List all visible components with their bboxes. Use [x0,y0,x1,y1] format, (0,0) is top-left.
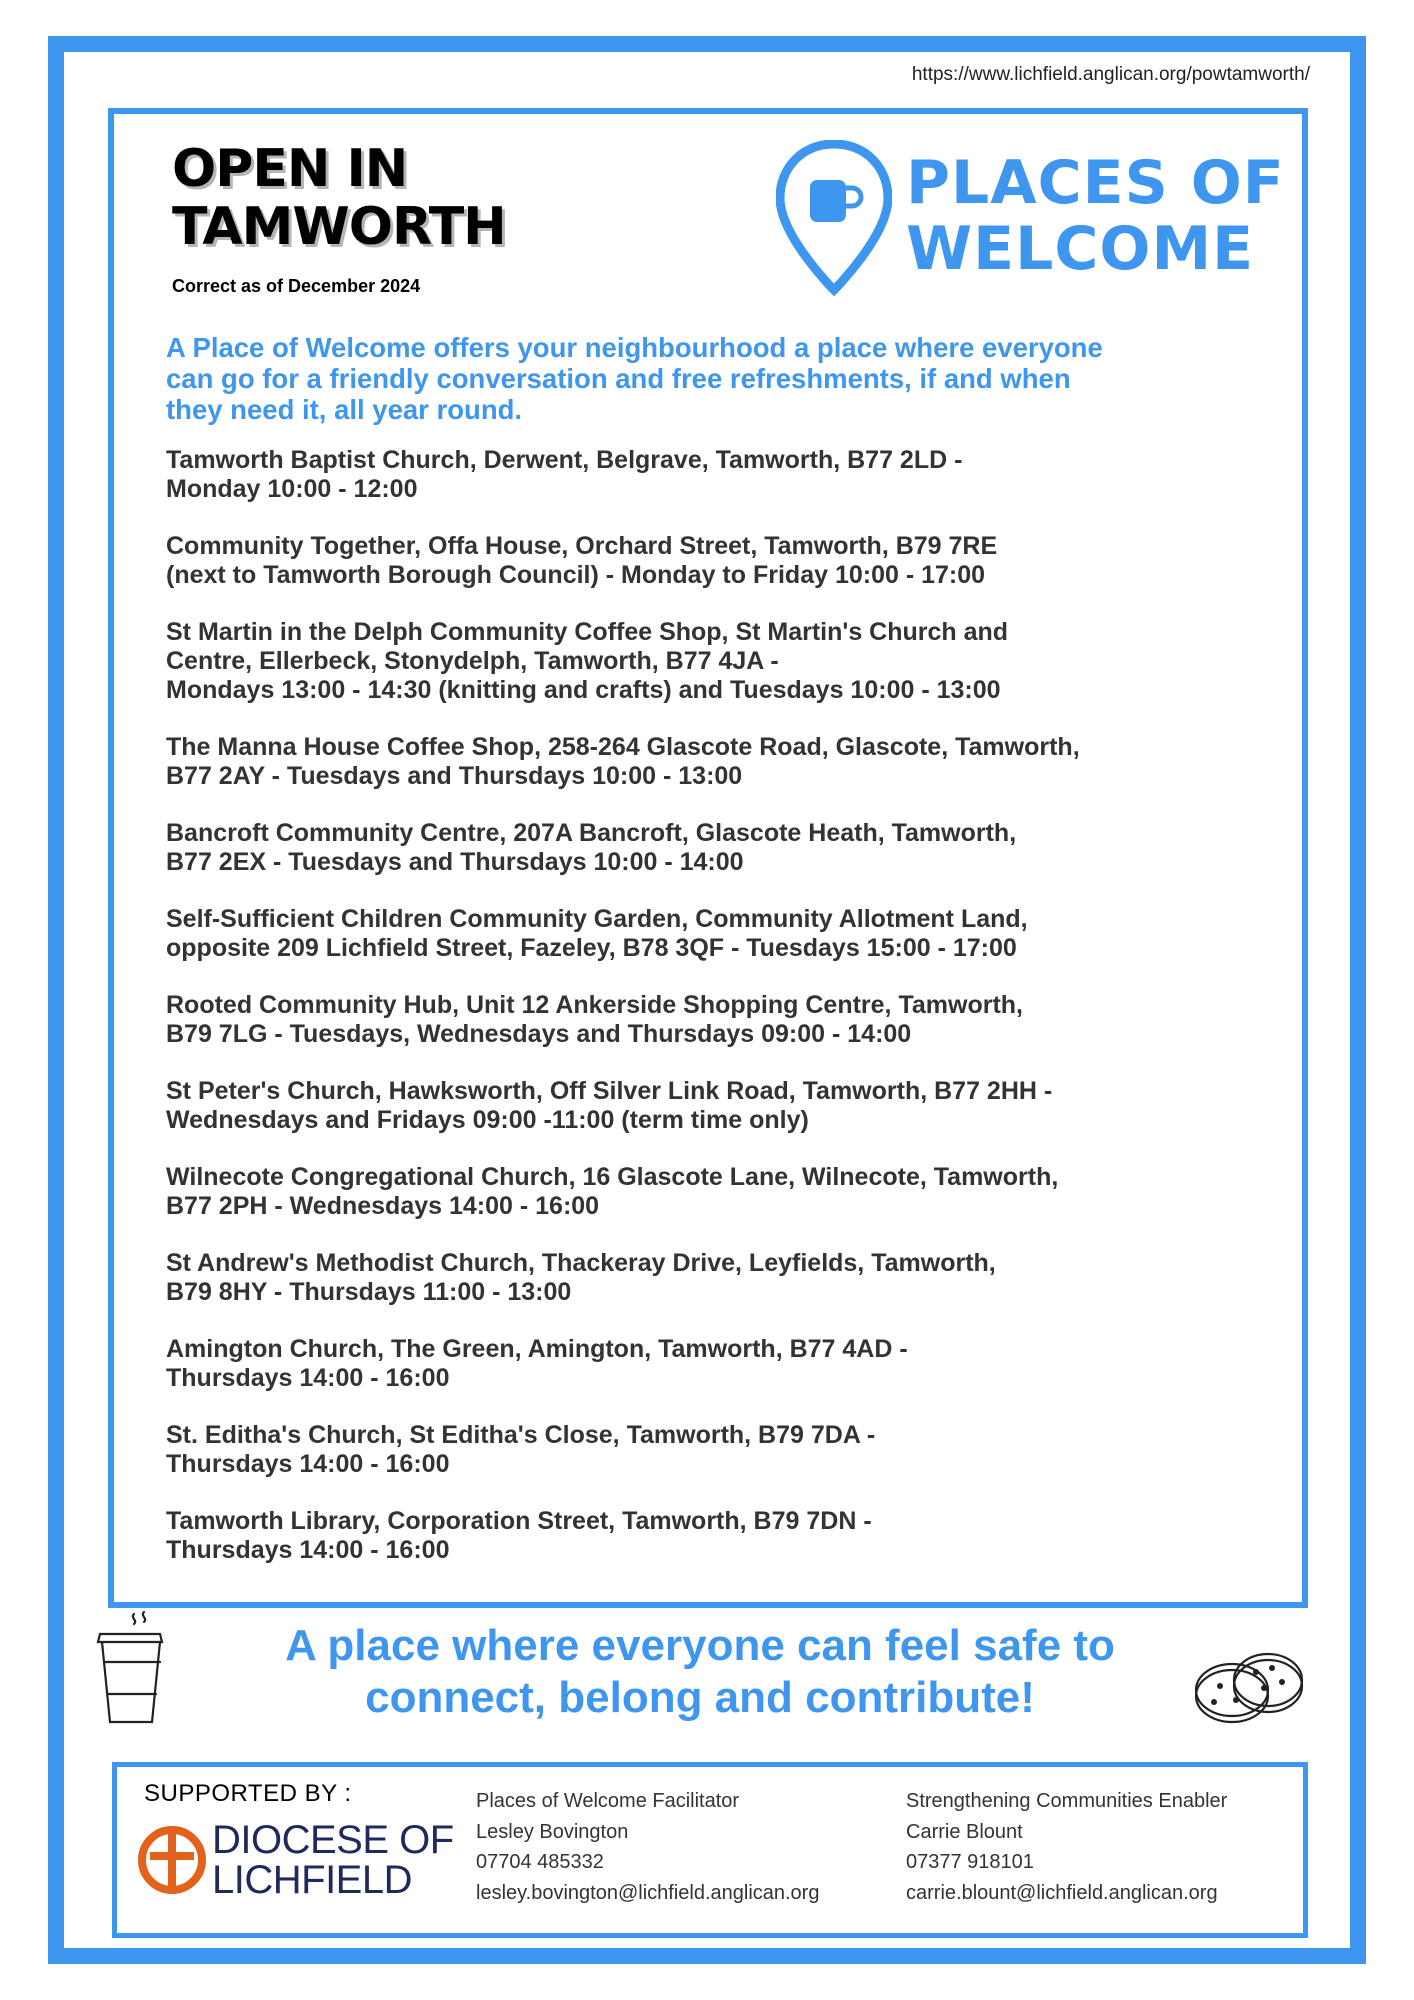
cookies-icon [1190,1646,1306,1728]
location-line: Thursdays 14:00 - 16:00 [166,1364,450,1392]
org-line: DIOCESE OF [212,1818,454,1862]
org-line: LICHFIELD [212,1858,412,1902]
location-line: Monday 10:00 - 12:00 [166,475,418,503]
location-item [166,532,1286,590]
location-line: B77 2AY - Tuesdays and Thursdays 10:00 - 13:00 [166,762,743,790]
title-line-2: TAMWORTH [172,197,506,257]
tagline [200,1620,1200,1724]
logo-line-1: PLACES OF [906,148,1285,218]
location-line: (next to Tamworth Borough Council) - Monday to Friday 10:00 - 17:00 [166,561,986,589]
location-item [166,1335,1286,1393]
location-item [166,1249,1286,1307]
location-line: Mondays 13:00 - 14:30 (knitting and crafts) and Tuesdays 10:00 - 13:00 [166,676,1001,704]
coffee-cup-icon [90,1610,172,1726]
location-item [166,1421,1286,1479]
location-item [166,819,1286,877]
location-line: B79 7LG - Tuesdays, Wednesdays and Thursdays 09:00 - 14:00 [166,1020,912,1048]
contact-email[interactable]: carrie.blount@lichfield.anglican.org [906,1881,1218,1904]
tagline-line: A place where everyone can feel safe to [285,1621,1115,1670]
logo-line-2: WELCOME [906,214,1255,284]
diocese-cross-icon [136,1822,208,1898]
supported-by-label: SUPPORTED BY : [144,1780,352,1807]
location-line: Tamworth Baptist Church, Derwent, Belgrave, Tamworth, B77 2LD - [166,446,963,474]
location-item [166,446,1286,504]
intro-line: can go for a friendly conversation and free refreshments, if and when [166,363,1071,394]
location-line: Wednesdays and Fridays 09:00 -11:00 (term time only) [166,1106,809,1134]
page-title [172,140,506,256]
contact-phone[interactable]: 07704 485332 [476,1851,604,1873]
contact-name: Lesley Bovington [476,1820,629,1843]
location-line: St. Editha's Church, St Editha's Close, Tamworth, B79 7DA - [166,1421,876,1449]
location-line: B77 2EX - Tuesdays and Thursdays 10:00 - 14:00 [166,848,744,876]
locations-list [166,446,1286,1593]
location-line: Tamworth Library, Corporation Street, Tamworth, B79 7DN - [166,1507,872,1535]
location-line: Thursdays 14:00 - 16:00 [166,1450,450,1478]
intro-line: A Place of Welcome offers your neighbourhood a place where everyone [166,332,1103,363]
intro-line: they need it, all year round. [166,394,523,425]
location-line: Wilnecote Congregational Church, 16 Glascote Lane, Wilnecote, Tamworth, [166,1163,1059,1191]
contact-email[interactable]: lesley.bovington@lichfield.anglican.org [476,1881,820,1904]
location-line: Rooted Community Hub, Unit 12 Ankerside Shopping Centre, Tamworth, [166,991,1023,1019]
diocese-of-lichfield-logo [212,1820,454,1900]
location-line: opposite 209 Lichfield Street, Fazeley, B78 3QF - Tuesdays 15:00 - 17:00 [166,934,1017,962]
location-line: Amington Church, The Green, Amington, Tamworth, B77 4AD - [166,1335,908,1363]
location-item [166,991,1286,1049]
tagline-line: connect, belong and contribute! [365,1673,1035,1722]
date-note: Correct as of December 2024 [172,276,421,296]
location-item [166,905,1286,963]
contact-phone[interactable]: 07377 918101 [906,1851,1034,1873]
contact-role: Places of Welcome Facilitator [476,1790,740,1812]
map-pin-cup-icon [776,140,892,296]
location-item [166,733,1286,791]
location-line: Bancroft Community Centre, 207A Bancroft, Glascote Heath, Tamworth, [166,819,1017,847]
places-of-welcome-logo [906,150,1285,282]
location-line: St Peter's Church, Hawksworth, Off Silver Link Road, Tamworth, B77 2HH - [166,1077,1053,1105]
location-item [166,1077,1286,1135]
location-line: Thursdays 14:00 - 16:00 [166,1536,450,1564]
location-line: St Martin in the Delph Community Coffee Shop, St Martin's Church and [166,618,1009,646]
website-url[interactable]: https://www.lichfield.anglican.org/powtamworth/ [911,64,1310,85]
location-line: B79 8HY - Thursdays 11:00 - 13:00 [166,1278,572,1306]
location-line: The Manna House Coffee Shop, 258-264 Glascote Road, Glascote, Tamworth, [166,733,1080,761]
intro-text [166,332,1276,425]
location-item [166,1163,1286,1221]
location-item [166,618,1286,705]
location-line: St Andrew's Methodist Church, Thackeray Drive, Leyfields, Tamworth, [166,1249,996,1277]
contact-enabler [906,1786,1227,1908]
contact-name: Carrie Blount [906,1820,1023,1843]
title-line-1: OPEN IN [172,139,408,199]
contact-role: Strengthening Communities Enabler [906,1790,1228,1812]
location-line: B77 2PH - Wednesdays 14:00 - 16:00 [166,1192,600,1220]
location-line: Self-Sufficient Children Community Garden, Community Allotment Land, [166,905,1028,933]
contact-facilitator [476,1786,819,1908]
location-item [166,1507,1286,1565]
location-line: Community Together, Offa House, Orchard Street, Tamworth, B79 7RE [166,532,998,560]
location-line: Centre, Ellerbeck, Stonydelph, Tamworth, B77 4JA - [166,647,779,675]
